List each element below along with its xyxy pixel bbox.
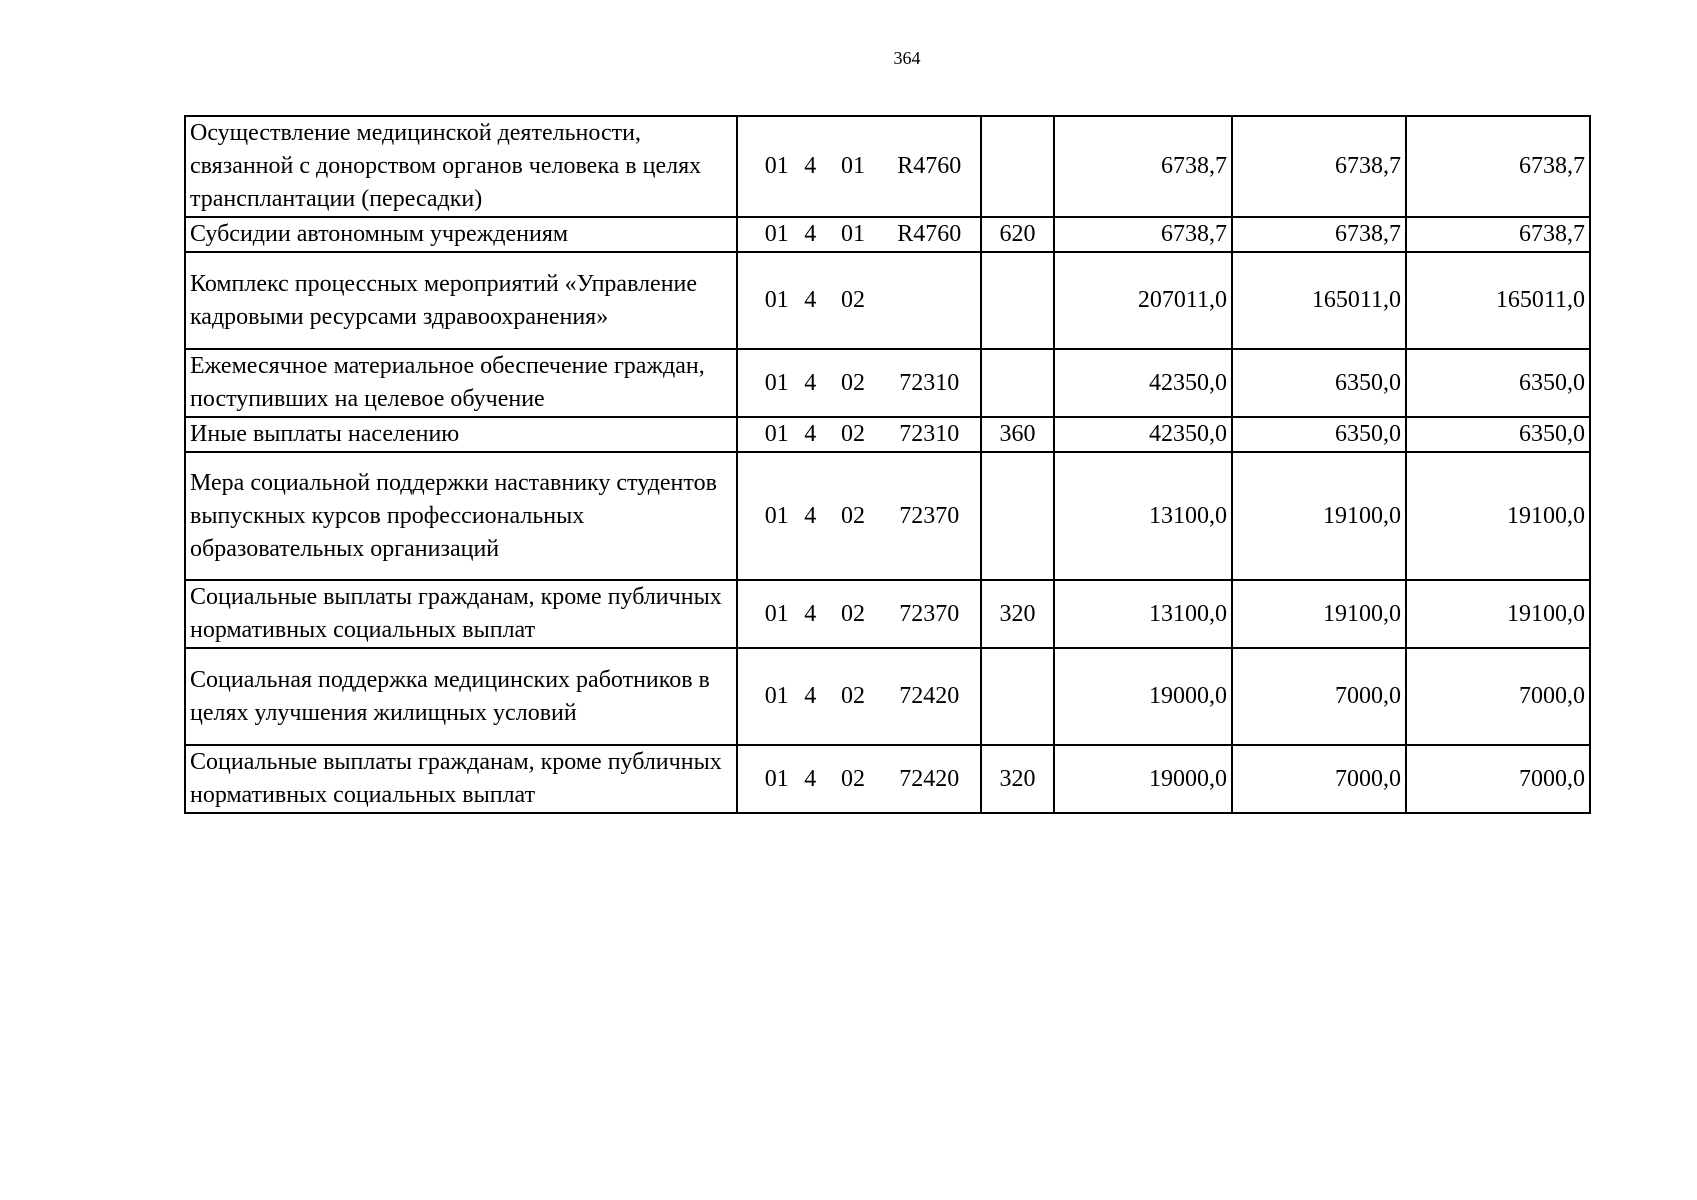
expense-name: Субсидии автономным учреждениям (190, 221, 569, 247)
amount-year-2: 6350,0 (1335, 421, 1401, 447)
target-article-code-cell (737, 648, 981, 745)
direction-code: 72310 (899, 421, 960, 447)
amount-year-3: 19100,0 (1507, 600, 1585, 627)
target-article-code-cell (737, 417, 981, 452)
amount-year-3-cell (1406, 580, 1590, 648)
expense-name: Социальные выплаты гражданам, кроме публичных нормативных социальных выплат (190, 749, 722, 808)
target-article-code-cell (737, 217, 981, 252)
expense-type-code-cell (981, 217, 1054, 252)
table-body (185, 116, 1590, 813)
expense-name: Иные выплаты населению (190, 421, 460, 447)
amount-year-1-cell (1054, 580, 1232, 648)
expense-type-code-cell (981, 452, 1054, 580)
expense-name-cell (185, 648, 737, 745)
subprogram-code: 4 (804, 765, 817, 792)
expense-type-code-cell (981, 252, 1054, 349)
table-row (185, 116, 1590, 217)
expense-type-code-cell (981, 417, 1054, 452)
amount-year-2: 7000,0 (1335, 765, 1401, 792)
structure-element-code: 02 (841, 369, 866, 396)
table-row (185, 648, 1590, 745)
amount-year-1-cell (1054, 417, 1232, 452)
table-row (185, 252, 1590, 349)
expense-type-code: 320 (999, 765, 1036, 792)
amount-year-1: 42350,0 (1149, 421, 1227, 447)
expense-name: Осуществление медицинской деятельности, связанной с донорством органов человека в целях трансплантации (пересадки) (190, 120, 702, 212)
amount-year-2: 19100,0 (1323, 600, 1401, 627)
expense-name: Комплекс процессных мероприятий «Управление кадровыми ресурсами здравоохранения» (190, 270, 698, 330)
direction-code: 72370 (899, 600, 960, 627)
subprogram-code: 4 (804, 600, 817, 627)
amount-year-1-cell (1054, 452, 1232, 580)
amount-year-3: 19100,0 (1507, 502, 1585, 529)
subprogram-code: 4 (804, 502, 817, 529)
expense-type-code: 320 (999, 600, 1036, 627)
structure-element-code: 02 (841, 683, 866, 709)
target-article-code-cell (737, 745, 981, 813)
amount-year-3: 165011,0 (1495, 287, 1585, 313)
amount-year-2-cell (1232, 217, 1406, 252)
amount-year-2-cell (1232, 452, 1406, 580)
table-row (185, 349, 1590, 417)
program-code: 01 (764, 421, 789, 447)
program-code: 01 (764, 287, 789, 313)
table-row (185, 217, 1590, 252)
expense-type-code-cell (981, 648, 1054, 745)
expense-name-cell (185, 252, 737, 349)
amount-year-1: 13100,0 (1149, 502, 1227, 529)
amount-year-3-cell (1406, 116, 1590, 217)
table-row (185, 452, 1590, 580)
amount-year-3: 6350,0 (1519, 421, 1585, 447)
amount-year-1: 19000,0 (1149, 765, 1227, 792)
expense-type-code: 620 (999, 221, 1036, 247)
amount-year-3-cell (1406, 452, 1590, 580)
subprogram-code: 4 (804, 421, 817, 447)
direction-code: R4760 (897, 221, 962, 247)
structure-element-code: 02 (841, 287, 866, 313)
program-code: 01 (764, 221, 789, 247)
amount-year-1: 6738,7 (1161, 221, 1227, 247)
amount-year-1-cell (1054, 349, 1232, 417)
amount-year-3-cell (1406, 745, 1590, 813)
target-article-code-cell (737, 349, 981, 417)
direction-code: 72370 (899, 502, 960, 529)
amount-year-1-cell (1054, 217, 1232, 252)
structure-element-code: 02 (841, 502, 866, 529)
amount-year-2: 19100,0 (1323, 502, 1401, 529)
amount-year-3: 6738,7 (1519, 221, 1585, 247)
expense-name-cell (185, 217, 737, 252)
expense-name: Социальная поддержка медицинских работников в целях улучшения жилищных условий (190, 666, 710, 726)
amount-year-3: 6350,0 (1519, 369, 1585, 396)
program-code: 01 (764, 765, 789, 792)
expense-type-code-cell (981, 745, 1054, 813)
amount-year-1: 42350,0 (1149, 369, 1227, 396)
expense-name-cell (185, 116, 737, 217)
amount-year-2: 7000,0 (1335, 683, 1401, 709)
page-number: 364 (893, 48, 921, 68)
amount-year-2: 165011,0 (1311, 287, 1401, 313)
amount-year-3-cell (1406, 217, 1590, 252)
expense-type-code-cell (981, 116, 1054, 217)
amount-year-1-cell (1054, 648, 1232, 745)
program-code: 01 (764, 369, 789, 396)
structure-element-code: 02 (841, 765, 866, 792)
expense-name: Мера социальной поддержки наставнику студентов выпускных курсов профессиональных образовательных организаций (190, 469, 717, 562)
expense-name-cell (185, 349, 737, 417)
structure-element-code: 02 (841, 421, 866, 447)
subprogram-code: 4 (804, 683, 817, 709)
amount-year-2: 6350,0 (1335, 369, 1401, 396)
amount-year-2-cell (1232, 252, 1406, 349)
structure-element-code: 01 (841, 153, 866, 179)
expense-name-cell (185, 452, 737, 580)
expense-name-cell (185, 417, 737, 452)
amount-year-3: 7000,0 (1519, 765, 1585, 792)
program-code: 01 (764, 502, 789, 529)
subprogram-code: 4 (804, 153, 817, 179)
amount-year-3: 6738,7 (1519, 153, 1585, 179)
amount-year-2-cell (1232, 417, 1406, 452)
expense-name: Социальные выплаты гражданам, кроме публичных нормативных социальных выплат (190, 584, 722, 643)
amount-year-1-cell (1054, 252, 1232, 349)
amount-year-2-cell (1232, 745, 1406, 813)
structure-element-code: 01 (841, 221, 866, 247)
amount-year-2: 6738,7 (1335, 221, 1401, 247)
target-article-code-cell (737, 116, 981, 217)
expense-type-code-cell (981, 580, 1054, 648)
amount-year-1: 207011,0 (1137, 287, 1227, 313)
subprogram-code: 4 (804, 287, 817, 313)
table-row (185, 745, 1590, 813)
subprogram-code: 4 (804, 369, 817, 396)
expense-type-code: 360 (999, 421, 1036, 447)
direction-code: 72310 (899, 369, 960, 396)
expense-type-code-cell (981, 349, 1054, 417)
amount-year-3: 7000,0 (1519, 683, 1585, 709)
amount-year-3-cell (1406, 252, 1590, 349)
direction-code: 72420 (899, 765, 960, 792)
direction-code: 72420 (899, 683, 960, 709)
expense-name-cell (185, 745, 737, 813)
target-article-code-cell (737, 452, 981, 580)
amount-year-2-cell (1232, 349, 1406, 417)
amount-year-2-cell (1232, 648, 1406, 745)
expense-name: Ежемесячное материальное обеспечение граждан, поступивших на целевое обучение (190, 353, 705, 412)
program-code: 01 (764, 153, 789, 179)
amount-year-2-cell (1232, 116, 1406, 217)
subprogram-code: 4 (804, 221, 817, 247)
amount-year-1-cell (1054, 745, 1232, 813)
direction-code: R4760 (897, 153, 962, 179)
amount-year-3-cell (1406, 417, 1590, 452)
program-code: 01 (764, 600, 789, 627)
target-article-code-cell (737, 580, 981, 648)
target-article-code-cell (737, 252, 981, 349)
amount-year-1: 6738,7 (1161, 153, 1227, 179)
program-code: 01 (764, 683, 789, 709)
structure-element-code: 02 (841, 600, 866, 627)
table-row (185, 580, 1590, 648)
amount-year-2-cell (1232, 580, 1406, 648)
amount-year-1: 19000,0 (1149, 683, 1227, 709)
amount-year-2: 6738,7 (1335, 153, 1401, 179)
budget-table (184, 115, 1591, 814)
amount-year-1-cell (1054, 116, 1232, 217)
table-row (185, 417, 1590, 452)
amount-year-1: 13100,0 (1149, 600, 1227, 627)
amount-year-3-cell (1406, 648, 1590, 745)
expense-name-cell (185, 580, 737, 648)
amount-year-3-cell (1406, 349, 1590, 417)
